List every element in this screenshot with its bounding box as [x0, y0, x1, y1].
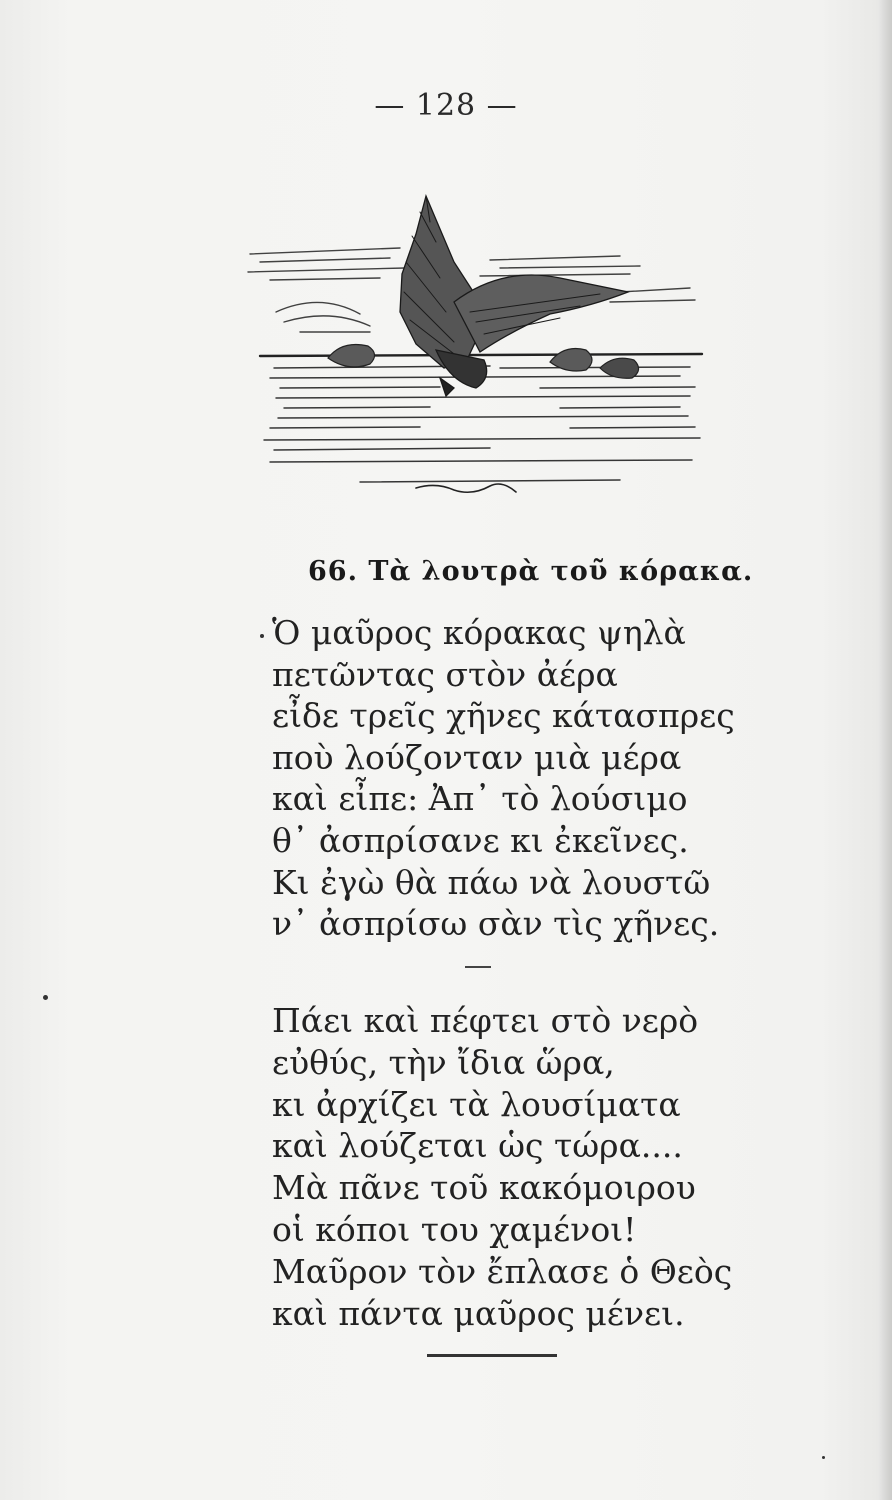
artist-signature — [416, 484, 516, 492]
stanza-1 — [272, 612, 735, 945]
verse-line: καὶ εἶπε: Ἀπ᾿ τὸ λούσιμο — [272, 779, 688, 819]
stanza-2 — [272, 1000, 732, 1334]
end-rule — [427, 1354, 557, 1357]
verse-line: θ᾿ ἀσπρίσανε κι ἐκεῖνες. — [272, 820, 689, 860]
verse-line: Μὰ πᾶνε τοῦ κακόμοιρου — [272, 1168, 696, 1208]
ink-speck — [43, 995, 48, 1000]
verse-line: εἶδε τρεῖς χῆνες κάτασπρες — [272, 696, 735, 736]
verse-line: πετῶντας στὸν ἀέρα — [272, 654, 618, 694]
verse-line: οἱ κόποι του χαμένοι! — [272, 1209, 637, 1249]
page-edge-shadow — [878, 0, 892, 1500]
verse-line: εὐθύς, τὴν ἴδια ὥρα, — [272, 1042, 615, 1082]
verse-line: καὶ πάντα μαῦρος μένει. — [272, 1293, 685, 1333]
page-number: — 128 — — [374, 88, 518, 123]
verse-line: Ὁ μαῦρος κόρακας ψηλὰ — [272, 613, 686, 652]
verse-line: Κι ἐγὼ θὰ πάω νὰ λουστῶ — [272, 862, 711, 902]
verse-line: καὶ λούζεται ὡς τώρα.... — [272, 1126, 683, 1166]
verse-line: Μαῦρον τὸν ἔπλασε ὁ Θεὸς — [272, 1251, 733, 1291]
ink-speck — [822, 1456, 825, 1459]
poem-title: 66. Τὰ λουτρὰ τοῦ κόρακα. — [308, 556, 754, 587]
raven-bathing-illustration — [240, 182, 710, 512]
ink-speck — [260, 634, 264, 638]
stanza-separator — [465, 966, 491, 968]
verse-line: ν᾿ ἀσπρίσω σὰν τὶς χῆνες. — [272, 904, 720, 944]
horizon-line — [260, 354, 702, 356]
verse-line: ποὺ λούζονταν μιὰ μέρα — [272, 737, 682, 777]
verse-line: Πάει καὶ πέφτει στὸ νερὸ — [272, 1001, 699, 1040]
verse-line: κι ἀρχίζει τὰ λουσίματα — [272, 1084, 681, 1124]
